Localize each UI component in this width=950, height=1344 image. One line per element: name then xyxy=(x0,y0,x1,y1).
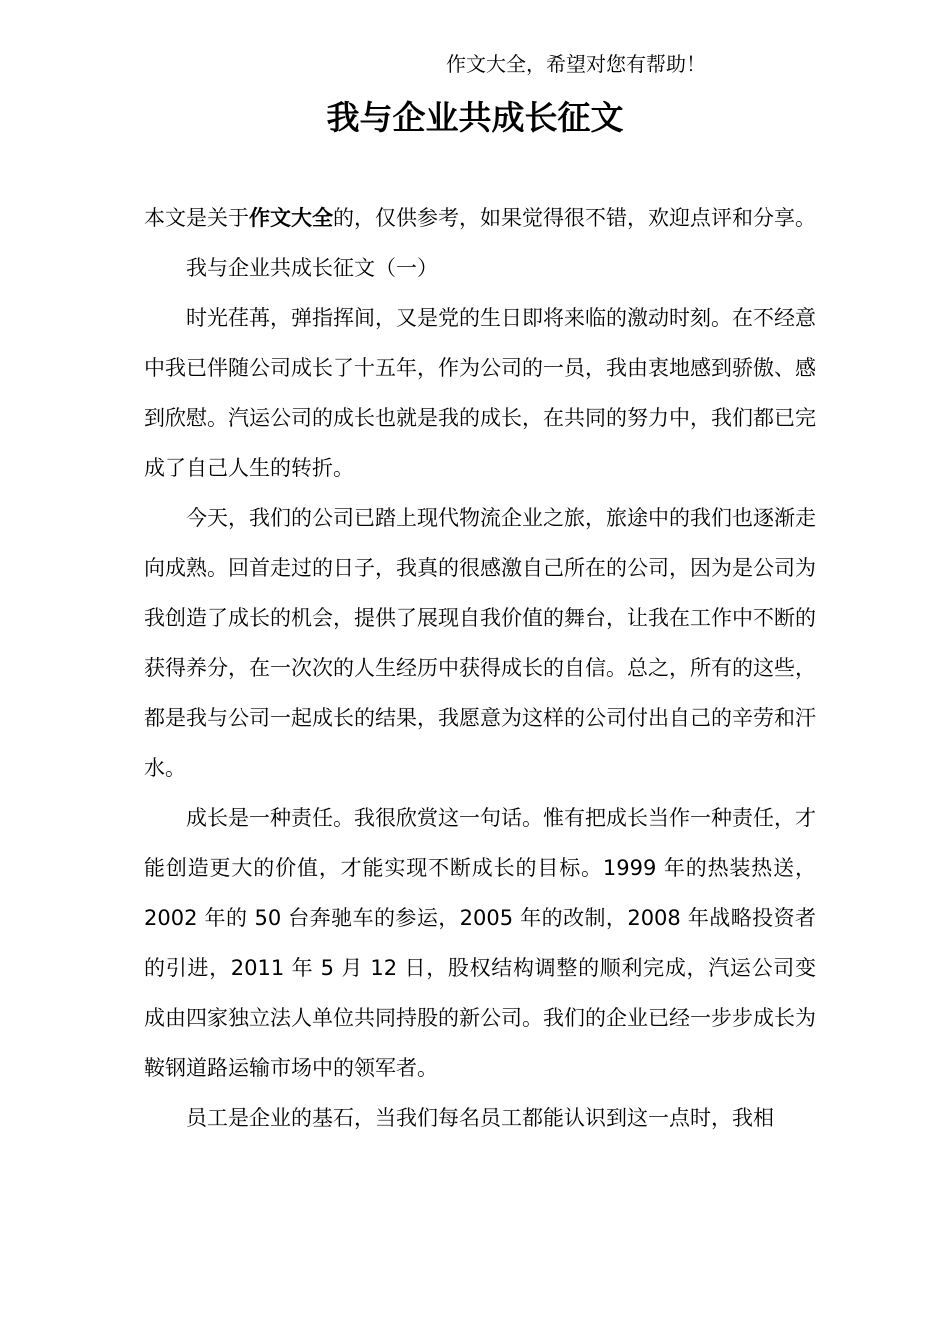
body-paragraph-2: 今天，我们的公司已踏上现代物流企业之旅，旅途中的我们也逐渐走向成熟。回首走过的日子，我真的很感激自己所在的公司，因为是公司为我创造了成长的机会，提供了展现自我价值的舞台，让我在工作中不断的获得养分，在一次次的人生经历中获得成长的自信。总之，所有的这些，都是我与公司一起成长的结果，我愿意为这样的公司付出自己的辛劳和汗水。 xyxy=(144,506,816,780)
header-note: 作文大全，希望对您有帮助！ xyxy=(446,52,706,76)
intro-bold-link-text: 作文大全 xyxy=(249,206,333,230)
body-paragraph-1: 时光荏苒，弹指挥间，又是党的生日即将来临的激动时刻。在不经意中我已伴随公司成长了十五年，作为公司的一员，我由衷地感到骄傲、感到欣慰。汽运公司的成长也就是我的成长，在共同的努力中，我们都已完成了自己人生的转折。 xyxy=(144,306,816,480)
document-body xyxy=(144,193,816,1143)
intro-suffix: 的，仅供参考，如果觉得很不错，欢迎点评和分享。 xyxy=(333,206,816,230)
intro-prefix: 本文是关于 xyxy=(144,206,249,230)
document-title: 我与企业共成长征文 xyxy=(326,98,624,137)
body-paragraph-4: 员工是企业的基石，当我们每名员工都能认识到这一点时，我相 xyxy=(186,1106,774,1130)
intro-paragraph xyxy=(144,193,816,243)
body-paragraph-3: 成长是一种责任。我很欣赏这一句话。惟有把成长当作一种责任，才能创造更大的价值，才能实现不断成长的目标。1999 年的热装热送，2002 年的 50 台奔驰车的参运，2005 年的改制，2008 年战略投资者的引进，2011 年 5 月 12 日，股权结构调整的顺利完成，汽运公司变成由四家独立法人单位共同持股的新公司。我们的企业已经一步步成长为鞍钢道路运输市场中的领军者。 xyxy=(144,806,816,1080)
section-heading: 我与企业共成长征文（一） xyxy=(186,256,438,280)
